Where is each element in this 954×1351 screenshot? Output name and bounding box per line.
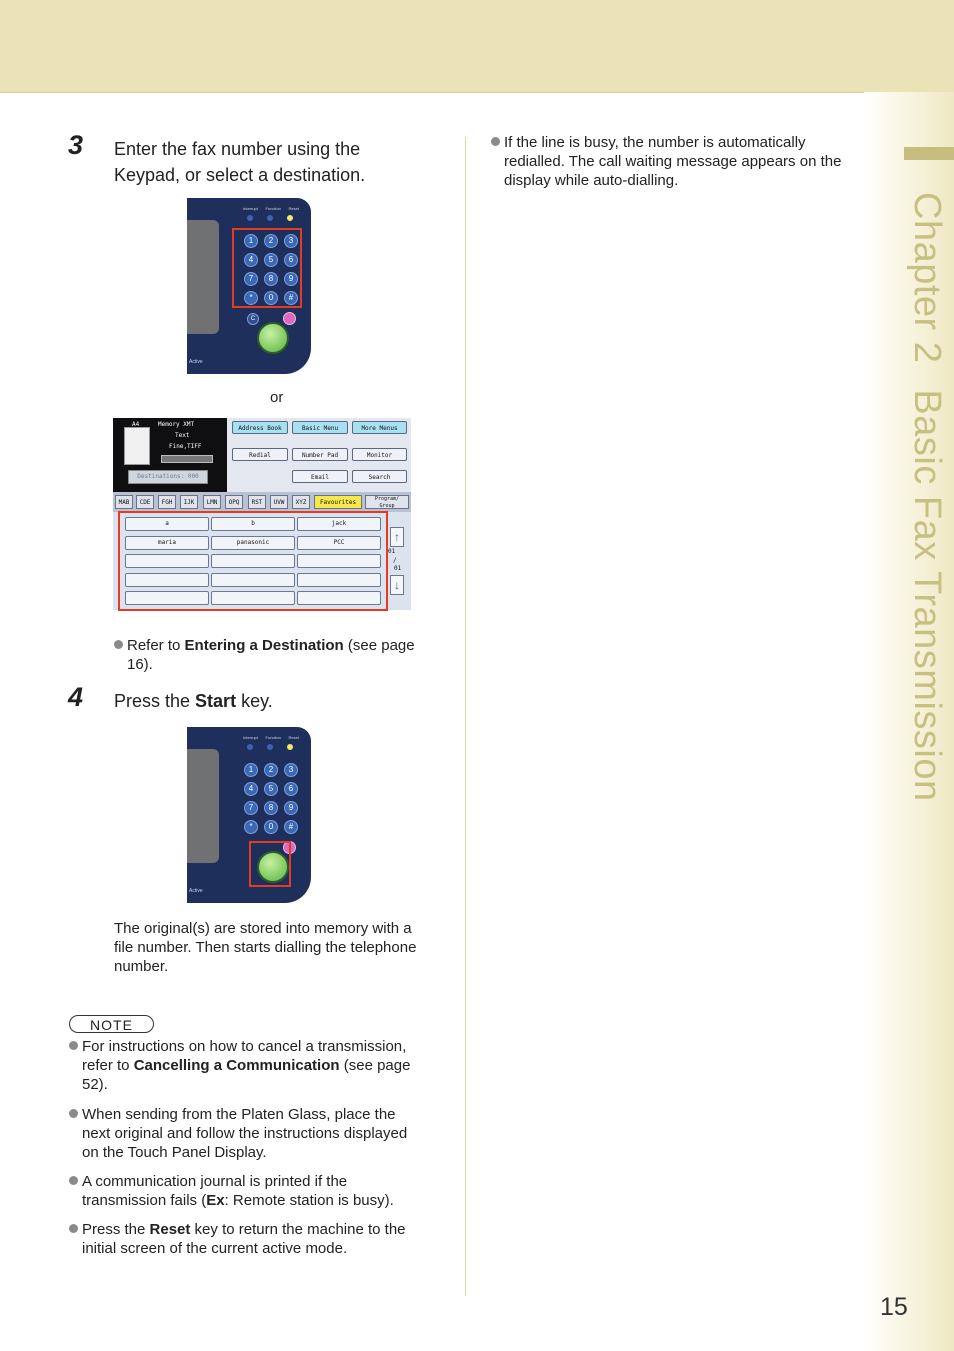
status-area xyxy=(113,418,227,492)
note-badge: NOTE xyxy=(69,1015,154,1033)
step-3-line-2: Keypad, or select a destination. xyxy=(114,165,366,185)
destination-panasonic: panasonic xyxy=(211,536,295,550)
step-4-desc-line-3: number. xyxy=(114,958,169,975)
tab-rst: RST xyxy=(248,495,266,509)
function-led xyxy=(267,215,273,221)
tab-lmn: LMN xyxy=(203,495,221,509)
destination-b: b xyxy=(211,517,295,531)
note-item-platen xyxy=(69,1105,462,1162)
chapter-label: Chapter 2 xyxy=(906,192,948,364)
key-2: 2 xyxy=(264,234,278,248)
function-label: Function xyxy=(265,735,281,740)
stop-key xyxy=(283,312,296,325)
clear-key: C xyxy=(247,313,259,325)
step-4-text xyxy=(114,688,273,714)
key-9: 9 xyxy=(284,801,298,815)
display-edge xyxy=(187,749,219,863)
file-format: Fine,TIFF xyxy=(169,443,202,450)
reset-label: Reset xyxy=(288,735,299,740)
email-button: Email xyxy=(292,470,348,483)
page-indicator-slash: / xyxy=(393,557,397,564)
tab-xyz: XYZ xyxy=(292,495,310,509)
step-3-text xyxy=(114,136,365,188)
reset-label: Reset xyxy=(288,206,299,211)
note-4-suffix: key to return the machine to the xyxy=(190,1221,406,1238)
key-4: 4 xyxy=(244,253,258,267)
note-4-prefix: Press the xyxy=(82,1221,150,1238)
refer-prefix: Refer to xyxy=(127,637,185,654)
search-button: Search xyxy=(352,470,407,483)
key-9: 9 xyxy=(284,272,298,286)
note-4-reset-word: Reset xyxy=(149,1221,191,1238)
paper-size: A4 xyxy=(132,421,140,428)
key-3: 3 xyxy=(284,234,298,248)
active-label: Active xyxy=(189,888,203,894)
note-1-link-text: Cancelling a Communication xyxy=(133,1057,340,1074)
note-1-prefix: refer to xyxy=(82,1057,134,1074)
key-1: 1 xyxy=(244,234,258,248)
page-number: 15 xyxy=(880,1293,908,1321)
number-pad-button: Number Pad xyxy=(292,448,348,461)
step-4-desc-line-1: The original(s) are stored into memory with a xyxy=(114,920,412,937)
monitor-button: Monitor xyxy=(352,448,407,461)
note-1-line-1: For instructions on how to cancel a transmission, xyxy=(82,1038,407,1055)
note-item-journal xyxy=(69,1172,462,1210)
destination-a: a xyxy=(125,517,209,531)
refer-line-2: 16). xyxy=(127,656,153,673)
key-hash: # xyxy=(284,291,298,305)
chapter-name: Basic Fax Transmission xyxy=(906,389,948,802)
step-4-prefix: Press the xyxy=(114,691,196,711)
tab-ijk: IJK xyxy=(180,495,198,509)
keypad-top-labels xyxy=(243,735,299,740)
function-label: Function xyxy=(265,206,281,211)
page-header-band xyxy=(0,0,954,93)
step-3-line-1: Enter the fax number using the xyxy=(114,139,361,159)
redial-button: Redial xyxy=(232,448,288,461)
note-3-prefix: transmission fails ( xyxy=(82,1192,207,1209)
interrupt-led xyxy=(247,215,253,221)
step-4-start-word: Start xyxy=(195,691,237,711)
key-0: 0 xyxy=(264,291,278,305)
step-4-number: 4 xyxy=(68,682,84,712)
tab-cde: CDE xyxy=(136,495,154,509)
step-4-suffix: key. xyxy=(236,691,273,711)
memory-xmt: Memory XMT xyxy=(158,421,195,428)
note-3-ex: Ex xyxy=(206,1192,225,1209)
start-key-highlight xyxy=(249,841,291,887)
key-3: 3 xyxy=(284,763,298,777)
key-6: 6 xyxy=(284,782,298,796)
key-4: 4 xyxy=(244,782,258,796)
destination-pcc: PCC xyxy=(297,536,381,550)
note-1-line-3: 52). xyxy=(82,1076,108,1093)
key-8: 8 xyxy=(264,801,278,815)
destination-maria: maria xyxy=(125,536,209,550)
key-7: 7 xyxy=(244,801,258,815)
busy-line-1: If the line is busy, the number is automatically xyxy=(504,134,806,151)
document-icon xyxy=(124,427,150,465)
key-8: 8 xyxy=(264,272,278,286)
tab-opq: OPQ xyxy=(225,495,243,509)
refer-link-text: Entering a Destination xyxy=(184,637,344,654)
note-2-line-3: on the Touch Panel Display. xyxy=(82,1144,267,1161)
destinations-count: Destinations: 000 xyxy=(128,470,208,484)
column-divider xyxy=(465,137,466,1296)
more-menus-button: More Menus xyxy=(352,421,407,434)
note-2-line-1: When sending from the Platen Glass, place the xyxy=(82,1106,396,1123)
key-1: 1 xyxy=(244,763,258,777)
tab-program-group: Program/ Group xyxy=(365,495,409,509)
key-hash: # xyxy=(284,820,298,834)
note-2-line-2: next original and follow the instructions displayed xyxy=(82,1125,408,1142)
note-3-suffix: : Remote station is busy). xyxy=(224,1192,394,1209)
basic-menu-button: Basic Menu xyxy=(292,421,348,434)
note-item-reset xyxy=(69,1220,462,1258)
refer-suffix: (see page xyxy=(343,637,415,654)
scroll-down-arrow-icon: ↓ xyxy=(390,575,404,595)
key-6: 6 xyxy=(284,253,298,267)
function-led xyxy=(267,744,273,750)
key-5: 5 xyxy=(264,782,278,796)
scroll-up-arrow-icon: ↑ xyxy=(390,527,404,547)
mode-text: Text xyxy=(175,432,190,439)
note-1-suffix: (see page xyxy=(339,1057,411,1074)
refer-bullet xyxy=(114,636,457,674)
or-label: or xyxy=(270,389,284,406)
destination-highlight xyxy=(118,511,388,611)
interrupt-label: Interrupt xyxy=(243,206,258,211)
note-item-cancel xyxy=(69,1037,462,1094)
step-4-description xyxy=(114,919,444,976)
tab-uvw: UVW xyxy=(270,495,288,509)
page-indicator-top: 01 xyxy=(388,548,396,555)
busy-line-2: redialled. The call waiting message appears on the xyxy=(504,153,842,170)
start-key xyxy=(257,322,289,354)
key-star: * xyxy=(244,291,258,305)
key-0: 0 xyxy=(264,820,278,834)
key-5: 5 xyxy=(264,253,278,267)
keypad-top-labels xyxy=(243,206,299,211)
note-4-line-2: initial screen of the current active mode. xyxy=(82,1240,348,1257)
tab-fgh: FGH xyxy=(158,495,176,509)
step-3-number: 3 xyxy=(68,130,84,160)
chapter-title xyxy=(905,192,948,802)
reset-led xyxy=(287,215,293,221)
tab-mab: MAB xyxy=(115,495,133,509)
key-2: 2 xyxy=(264,763,278,777)
busy-line-bullet xyxy=(491,133,884,190)
busy-line-3: display while auto-dialling. xyxy=(504,172,679,189)
page-indicator-bottom: 01 xyxy=(394,565,402,572)
keypad-highlight xyxy=(232,228,302,308)
interrupt-label: Interrupt xyxy=(243,735,258,740)
address-book-button: Address Book xyxy=(232,421,288,434)
keypad-grid xyxy=(244,763,300,834)
note-3-line-1: A communication journal is printed if the xyxy=(82,1173,348,1190)
active-label: Active xyxy=(189,359,203,365)
key-star: * xyxy=(244,820,258,834)
tab-favourites: Favourites xyxy=(314,495,362,509)
destination-jack: jack xyxy=(297,517,381,531)
contrast-bar xyxy=(161,455,213,463)
interrupt-led xyxy=(247,744,253,750)
reset-led xyxy=(287,744,293,750)
display-edge xyxy=(187,220,219,334)
key-7: 7 xyxy=(244,272,258,286)
chapter-tab-marker xyxy=(904,147,954,160)
step-4-desc-line-2: file number. Then starts dialling the telephone xyxy=(114,939,417,956)
